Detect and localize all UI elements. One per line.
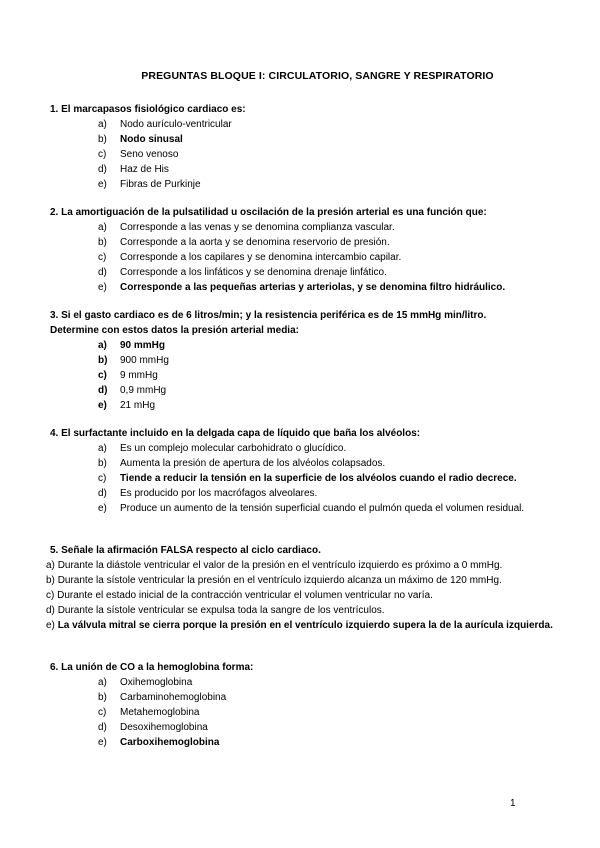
option-e: e) Fibras de Purkinje	[98, 179, 201, 190]
option-a: a) 90 mmHg	[98, 340, 166, 351]
option-b: b) Carbaminohemoglobina	[98, 692, 227, 703]
question-3	[50, 308, 580, 413]
question-4	[50, 426, 580, 516]
question-2	[50, 205, 580, 295]
option-c: c) Corresponde a los capilares y se denomina intercambio capilar.	[98, 252, 402, 263]
statement-c: c) Durante el estado inicial de la contracción ventricular el volumen ventricular no varía.	[46, 590, 433, 601]
question-text: 6. La unión de CO a la hemoglobina forma:	[50, 662, 254, 673]
statement-b: b) Durante la sístole ventricular la presión en el ventrículo izquierdo alcanza un máximo de 120 mmHg.	[46, 575, 502, 586]
option-d: d) 0,9 mmHg	[98, 385, 167, 396]
question-6	[50, 660, 580, 750]
option-e: e) Corresponde a las pequeñas arterias y arteriolas, y se denomina filtro hidráulico.	[98, 282, 506, 293]
option-a: a) Oxihemoglobina	[98, 677, 193, 688]
document-title: PREGUNTAS BLOQUE I: CIRCULATORIO, SANGRE Y RESPIRATORIO	[141, 70, 494, 82]
option-d: d) Haz de His	[98, 164, 169, 175]
option-e: e) 21 mHg	[98, 400, 156, 411]
option-d: d) Es producido por los macrófagos alveolares.	[98, 488, 318, 499]
question-text: 2. La amortiguación de la pulsatilidad u oscilación de la presión arterial es una función que:	[50, 207, 487, 218]
statement-d: d) Durante la sístole ventricular se expulsa toda la sangre de los ventrículos.	[46, 605, 385, 616]
option-d: d) Desoxihemoglobina	[98, 722, 208, 733]
question-text: 5. Señale la afirmación FALSA respecto al ciclo cardiaco.	[50, 545, 321, 556]
option-c: c) 9 mmHg	[98, 370, 158, 381]
option-c: c) Metahemoglobina	[98, 707, 200, 718]
answer-options	[50, 338, 580, 413]
answer-options	[50, 675, 580, 750]
option-d: d) Corresponde a los linfáticos y se denomina drenaje linfático.	[98, 267, 387, 278]
answer-options	[50, 117, 580, 192]
question-text-line-2: Determine con estos datos la presión arterial media:	[50, 325, 299, 336]
question-text: 4. El surfactante incluido en la delgada capa de líquido que baña los alvéolos:	[50, 428, 421, 439]
option-b: b) Aumenta la presión de apertura de los alvéolos colapsados.	[98, 458, 386, 469]
option-b: b) Corresponde a la aorta y se denomina reservorio de presión.	[98, 237, 390, 248]
question-text-line-1: 3. Si el gasto cardiaco es de 6 litros/min; y la resistencia periférica es de 15 mmHg min/litro.	[50, 310, 487, 321]
question-5	[46, 543, 586, 633]
page-number: 1	[510, 798, 516, 809]
answer-options	[50, 220, 580, 295]
option-e: e) Carboxihemoglobina	[98, 737, 220, 748]
option-c: c) Tiende a reducir la tensión en la superficie de los alvéolos cuando el radio decrece.	[98, 473, 517, 484]
option-a: a) Nodo aurículo-ventricular	[98, 119, 232, 130]
option-b: b) Nodo sinusal	[98, 134, 183, 145]
option-a: a) Es un complejo molecular carbohidrato o glucídico.	[98, 443, 347, 454]
statement-e: e) La válvula mitral se cierra porque la presión en el ventrículo izquierdo supera la de la aurícula izquierda.	[46, 620, 553, 631]
question-text: 1. El marcapasos fisiológico cardiaco es:	[50, 104, 246, 115]
answer-options	[50, 441, 580, 516]
statement-a: a) Durante la diástole ventricular el valor de la presión en el ventrículo izquierdo es próximo a 0 mmHg.	[46, 560, 503, 571]
option-b: b) 900 mmHg	[98, 355, 169, 366]
question-1	[50, 102, 580, 192]
option-c: c) Seno venoso	[98, 149, 179, 160]
option-a: a) Corresponde a las venas y se denomina complianza vascular.	[98, 222, 395, 233]
option-e: e) Produce un aumento de la tensión superficial cuando el pulmón queda el volumen residual.	[98, 503, 525, 514]
